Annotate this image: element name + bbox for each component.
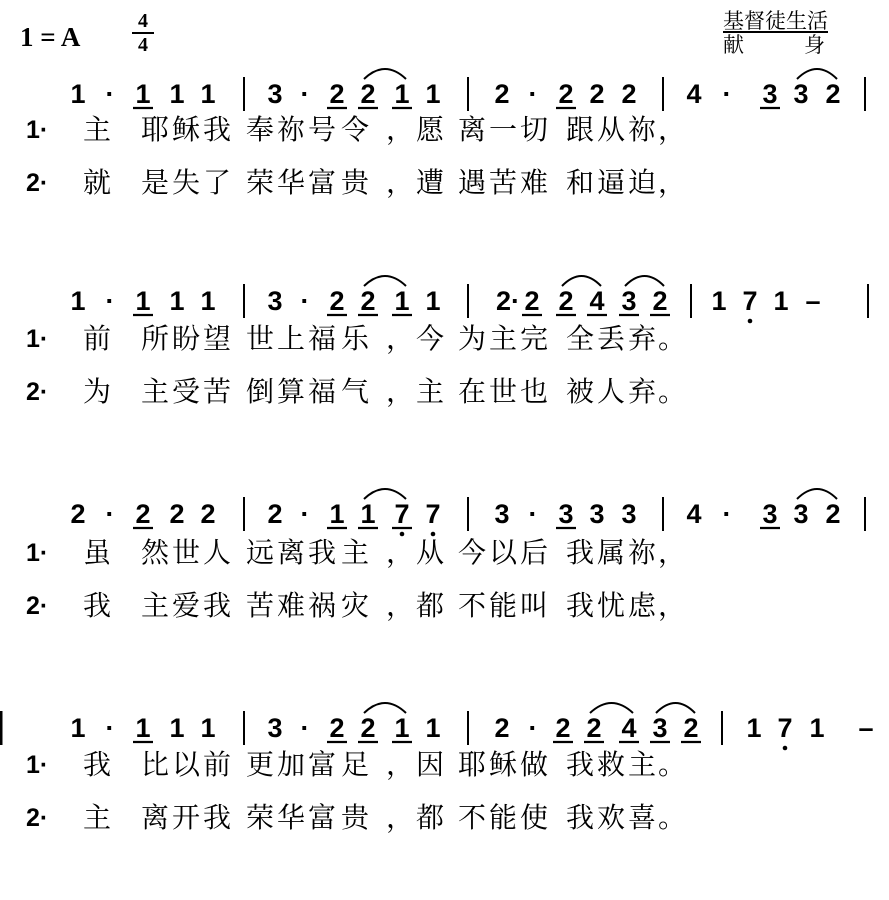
note: 1 bbox=[135, 713, 151, 743]
note: 7 bbox=[777, 713, 793, 743]
lyric-char: 人 bbox=[202, 536, 231, 569]
note: 3 bbox=[793, 79, 809, 109]
lyric-char: 喜 bbox=[627, 801, 656, 834]
note: · bbox=[722, 499, 732, 529]
lyric-char: 救 bbox=[596, 748, 625, 781]
note: 2 bbox=[169, 499, 185, 529]
note: · bbox=[300, 713, 310, 743]
lyric-char: 都 bbox=[415, 801, 444, 834]
lyric-char: 和 bbox=[565, 166, 594, 199]
lyric-char: 富 bbox=[307, 166, 336, 199]
time-signature-top: 4 bbox=[138, 10, 148, 32]
lyric-char: 我 bbox=[307, 536, 336, 569]
lyric-char: ， bbox=[385, 113, 414, 146]
note: 3 bbox=[267, 286, 283, 316]
lyric-char: 苦 bbox=[202, 375, 231, 408]
note: 2 bbox=[360, 79, 376, 109]
lyric-char: 主 bbox=[340, 536, 369, 569]
lyric-char: 算 bbox=[276, 375, 305, 408]
lyric-char: 逼 bbox=[596, 166, 625, 199]
tie-slur bbox=[364, 489, 406, 499]
note: – bbox=[858, 713, 874, 743]
note: 2 bbox=[825, 79, 841, 109]
note: 3 bbox=[267, 79, 283, 109]
note: – bbox=[805, 286, 821, 316]
lyric-char: ， bbox=[385, 801, 414, 834]
lyric-char: 从 bbox=[596, 113, 625, 146]
note: 1 bbox=[135, 286, 151, 316]
note: 2 bbox=[825, 499, 841, 529]
lyric-char: ， bbox=[657, 166, 686, 199]
note: 7 bbox=[394, 499, 410, 529]
lyric-char: 在 bbox=[457, 375, 486, 408]
lyric-char: 使 bbox=[519, 801, 548, 834]
note: 3 bbox=[267, 713, 283, 743]
note: 7 bbox=[425, 499, 441, 529]
lyric-char: 祢 bbox=[627, 113, 656, 146]
lyric-char: 祢 bbox=[276, 113, 305, 146]
lyric-line bbox=[0, 319, 889, 359]
lyric-line bbox=[0, 110, 889, 150]
lyric-char: 稣 bbox=[171, 113, 200, 146]
lyric-char: ， bbox=[385, 589, 414, 622]
lyric-char: 今 bbox=[415, 322, 444, 355]
lyric-char: 也 bbox=[519, 375, 548, 408]
lyric-char: 为 bbox=[457, 322, 486, 355]
lyric-char: 荣 bbox=[245, 801, 274, 834]
lyric-char: 被 bbox=[565, 375, 594, 408]
lyric-char: 祢 bbox=[627, 536, 656, 569]
lyric-char: ， bbox=[385, 322, 414, 355]
note: 4 bbox=[686, 499, 702, 529]
lyric-char: ， bbox=[385, 748, 414, 781]
note: 2 bbox=[558, 286, 574, 316]
lyric-char: 远 bbox=[245, 536, 274, 569]
note: 2 bbox=[589, 79, 605, 109]
lyric-char: 我 bbox=[82, 748, 111, 781]
lyric-char: 。 bbox=[657, 801, 686, 834]
lyric-char: 就 bbox=[82, 166, 111, 199]
tie-slur bbox=[625, 276, 664, 286]
note: 3 bbox=[589, 499, 605, 529]
note: 2 bbox=[360, 286, 376, 316]
lyric-char: 我 bbox=[202, 801, 231, 834]
lyric-char: 主 bbox=[627, 748, 656, 781]
lyric-char: 奉 bbox=[245, 113, 274, 146]
note: · bbox=[528, 713, 538, 743]
lyric-line bbox=[0, 163, 889, 203]
note: 1 bbox=[394, 79, 410, 109]
lyric-char: 弃 bbox=[627, 375, 656, 408]
verse-number: 2· bbox=[26, 378, 49, 406]
note: 1 bbox=[70, 79, 86, 109]
note: 1 bbox=[425, 79, 441, 109]
lyric-char: 灾 bbox=[340, 589, 369, 622]
note: 2 bbox=[200, 499, 216, 529]
lyric-char: 离 bbox=[276, 536, 305, 569]
verse-number: 1· bbox=[26, 116, 49, 144]
note: 3 bbox=[762, 79, 778, 109]
lyric-char: 失 bbox=[171, 166, 200, 199]
lyric-char: 倒 bbox=[245, 375, 274, 408]
lyric-char: 主 bbox=[140, 589, 169, 622]
note: 1 bbox=[773, 286, 789, 316]
lyric-char: 福 bbox=[307, 375, 336, 408]
lyric-char: 遇 bbox=[457, 166, 486, 199]
note: 1 bbox=[711, 286, 727, 316]
lyric-char: 因 bbox=[415, 748, 444, 781]
lyric-char: 受 bbox=[171, 375, 200, 408]
note: 2· bbox=[495, 286, 521, 316]
note: 2 bbox=[652, 286, 668, 316]
verse-number: 2· bbox=[26, 804, 49, 832]
lyric-char: 虽 bbox=[82, 536, 111, 569]
note: 4 bbox=[686, 79, 702, 109]
lyric-char: 都 bbox=[415, 589, 444, 622]
lyric-char: 更 bbox=[245, 748, 274, 781]
note: 1 bbox=[200, 286, 216, 316]
note: 3 bbox=[652, 713, 668, 743]
note: 2 bbox=[621, 79, 637, 109]
verse-number: 1· bbox=[26, 751, 49, 779]
lyric-char: 主 bbox=[82, 801, 111, 834]
lyric-char: 以 bbox=[488, 536, 517, 569]
lyric-char: 我 bbox=[565, 589, 594, 622]
lyric-char: ， bbox=[385, 536, 414, 569]
note: 3 bbox=[762, 499, 778, 529]
lyric-char: 。 bbox=[657, 748, 686, 781]
note: 2 bbox=[555, 713, 571, 743]
lyric-char: 加 bbox=[276, 748, 305, 781]
note: · bbox=[528, 499, 538, 529]
lyric-char: 世 bbox=[171, 536, 200, 569]
lyric-char: 迫 bbox=[627, 166, 656, 199]
verse-number: 2· bbox=[26, 169, 49, 197]
time-signature-bottom: 4 bbox=[138, 34, 148, 56]
note: 1 bbox=[425, 713, 441, 743]
lyric-char: 今 bbox=[457, 536, 486, 569]
verse-number: 1· bbox=[26, 539, 49, 567]
lyric-char: 令 bbox=[340, 113, 369, 146]
lyric-line bbox=[0, 798, 889, 838]
note: 1 bbox=[329, 499, 345, 529]
lyric-char: 跟 bbox=[565, 113, 594, 146]
note: 2 bbox=[329, 79, 345, 109]
lyric-char: 离 bbox=[140, 801, 169, 834]
lyric-char: 能 bbox=[488, 589, 517, 622]
lyric-char: 主 bbox=[82, 113, 111, 146]
note: 1 bbox=[360, 499, 376, 529]
note: · bbox=[528, 79, 538, 109]
lyric-char: 我 bbox=[565, 748, 594, 781]
lyric-char: 主 bbox=[415, 375, 444, 408]
lyric-char: 完 bbox=[519, 322, 548, 355]
note: · bbox=[105, 499, 115, 529]
note: 1 bbox=[809, 713, 825, 743]
lyric-char: 做 bbox=[519, 748, 548, 781]
lyric-char: 属 bbox=[596, 536, 625, 569]
lyric-char: 主 bbox=[140, 375, 169, 408]
note: 3 bbox=[621, 499, 637, 529]
lyric-line bbox=[0, 745, 889, 785]
lyric-char: 忧 bbox=[596, 589, 625, 622]
lyric-char: 切 bbox=[519, 113, 548, 146]
note: 1 bbox=[70, 286, 86, 316]
note: 1 bbox=[200, 713, 216, 743]
lyric-line bbox=[0, 372, 889, 412]
lyric-char: ， bbox=[657, 113, 686, 146]
note: 1 bbox=[746, 713, 762, 743]
note: 1 bbox=[394, 713, 410, 743]
lyric-char: 我 bbox=[565, 536, 594, 569]
lyric-char: 爱 bbox=[171, 589, 200, 622]
note: 1 bbox=[135, 79, 151, 109]
lyric-char: 华 bbox=[276, 166, 305, 199]
lyric-char: 耶 bbox=[457, 748, 486, 781]
lyric-char: 富 bbox=[307, 801, 336, 834]
song-name: 献身 bbox=[723, 34, 885, 57]
note: 2 bbox=[494, 713, 510, 743]
lyric-char: 难 bbox=[519, 166, 548, 199]
lyric-char: 所 bbox=[140, 322, 169, 355]
note: 1 bbox=[70, 713, 86, 743]
lyric-char: 我 bbox=[565, 801, 594, 834]
note: 2 bbox=[524, 286, 540, 316]
note: 1 bbox=[169, 286, 185, 316]
lyric-char: 荣 bbox=[245, 166, 274, 199]
lyric-char: 能 bbox=[488, 801, 517, 834]
tie-slur bbox=[364, 276, 406, 286]
note: 2 bbox=[329, 286, 345, 316]
lyric-char: ， bbox=[385, 375, 414, 408]
lyric-line bbox=[0, 586, 889, 626]
lyric-char: 。 bbox=[657, 375, 686, 408]
category-label: 基督徒生活 bbox=[723, 10, 828, 33]
tie-slur bbox=[590, 703, 633, 713]
lyric-char: 人 bbox=[596, 375, 625, 408]
lyric-char: 望 bbox=[202, 322, 231, 355]
lyric-char: 后 bbox=[519, 536, 548, 569]
lyric-char: 苦 bbox=[245, 589, 274, 622]
lyric-char: 开 bbox=[171, 801, 200, 834]
lyric-char: 比 bbox=[140, 748, 169, 781]
note: 4 bbox=[589, 286, 605, 316]
note: 3 bbox=[793, 499, 809, 529]
note: 2 bbox=[267, 499, 283, 529]
note: 1 bbox=[169, 79, 185, 109]
lyric-char: 富 bbox=[307, 748, 336, 781]
lyric-char: 全 bbox=[565, 322, 594, 355]
note: 2 bbox=[360, 713, 376, 743]
lyric-char: 祸 bbox=[307, 589, 336, 622]
tie-slur bbox=[562, 276, 601, 286]
lyric-char: ， bbox=[657, 536, 686, 569]
verse-number: 2· bbox=[26, 592, 49, 620]
lyric-char: 是 bbox=[140, 166, 169, 199]
lyric-char: 我 bbox=[202, 589, 231, 622]
lyric-char: 气 bbox=[340, 375, 369, 408]
lyric-line bbox=[0, 533, 889, 573]
note: · bbox=[300, 499, 310, 529]
note: · bbox=[300, 286, 310, 316]
note: 2 bbox=[586, 713, 602, 743]
note: 2 bbox=[329, 713, 345, 743]
note: · bbox=[105, 713, 115, 743]
note: 1 bbox=[425, 286, 441, 316]
lyric-char: 主 bbox=[488, 322, 517, 355]
note: 2 bbox=[135, 499, 151, 529]
lyric-char: 世 bbox=[245, 322, 274, 355]
lyric-char: 了 bbox=[202, 166, 231, 199]
note: 2 bbox=[683, 713, 699, 743]
lyric-char: 丢 bbox=[596, 322, 625, 355]
lyric-char: 耶 bbox=[140, 113, 169, 146]
note: 3 bbox=[621, 286, 637, 316]
lyric-char: 上 bbox=[276, 322, 305, 355]
note: 3 bbox=[494, 499, 510, 529]
lyric-char: 为 bbox=[82, 375, 111, 408]
lyric-char: 遭 bbox=[415, 166, 444, 199]
lyric-char: 离 bbox=[457, 113, 486, 146]
note: 2 bbox=[558, 79, 574, 109]
lyric-char: 世 bbox=[488, 375, 517, 408]
lyric-char: 一 bbox=[488, 113, 517, 146]
lyric-char: 前 bbox=[82, 322, 111, 355]
note: 1 bbox=[200, 79, 216, 109]
note: 3 bbox=[558, 499, 574, 529]
lyric-char: 然 bbox=[140, 536, 169, 569]
lyric-char: 贵 bbox=[340, 801, 369, 834]
tie-slur bbox=[797, 69, 837, 79]
lyric-char: 盼 bbox=[171, 322, 200, 355]
lyric-char: 福 bbox=[307, 322, 336, 355]
note: · bbox=[722, 79, 732, 109]
lyric-char: 华 bbox=[276, 801, 305, 834]
lyric-char: 不 bbox=[457, 801, 486, 834]
note: 2 bbox=[70, 499, 86, 529]
lyric-char: 弃 bbox=[627, 322, 656, 355]
tie-slur bbox=[797, 489, 837, 499]
lyric-char: 号 bbox=[307, 113, 336, 146]
note: 1 bbox=[394, 286, 410, 316]
note: 2 bbox=[494, 79, 510, 109]
tie-slur bbox=[364, 703, 406, 713]
lyric-char: 乐 bbox=[340, 322, 369, 355]
note: · bbox=[300, 79, 310, 109]
note: 7 bbox=[742, 286, 758, 316]
lyric-char: ， bbox=[657, 589, 686, 622]
tie-slur bbox=[364, 69, 406, 79]
note: · bbox=[105, 286, 115, 316]
lyric-char: 以 bbox=[171, 748, 200, 781]
lyric-char: 叫 bbox=[519, 589, 548, 622]
verse-number: 1· bbox=[26, 325, 49, 353]
lyric-char: 足 bbox=[340, 748, 369, 781]
lyric-char: 欢 bbox=[596, 801, 625, 834]
lyric-char: 苦 bbox=[488, 166, 517, 199]
note: 4 bbox=[621, 713, 637, 743]
lyric-char: 从 bbox=[415, 536, 444, 569]
lyric-char: 不 bbox=[457, 589, 486, 622]
lyric-char: 难 bbox=[276, 589, 305, 622]
lyric-char: 贵 bbox=[340, 166, 369, 199]
tie-slur bbox=[656, 703, 695, 713]
note: 1 bbox=[169, 713, 185, 743]
lyric-char: 我 bbox=[202, 113, 231, 146]
lyric-char: 稣 bbox=[488, 748, 517, 781]
lyric-char: 我 bbox=[82, 589, 111, 622]
lyric-char: 愿 bbox=[415, 113, 444, 146]
lyric-char: 虑 bbox=[627, 589, 656, 622]
key-signature: 1 = A bbox=[20, 22, 81, 52]
lyric-char: 。 bbox=[657, 322, 686, 355]
lyric-char: 前 bbox=[202, 748, 231, 781]
lyric-char: ， bbox=[385, 166, 414, 199]
note: · bbox=[105, 79, 115, 109]
